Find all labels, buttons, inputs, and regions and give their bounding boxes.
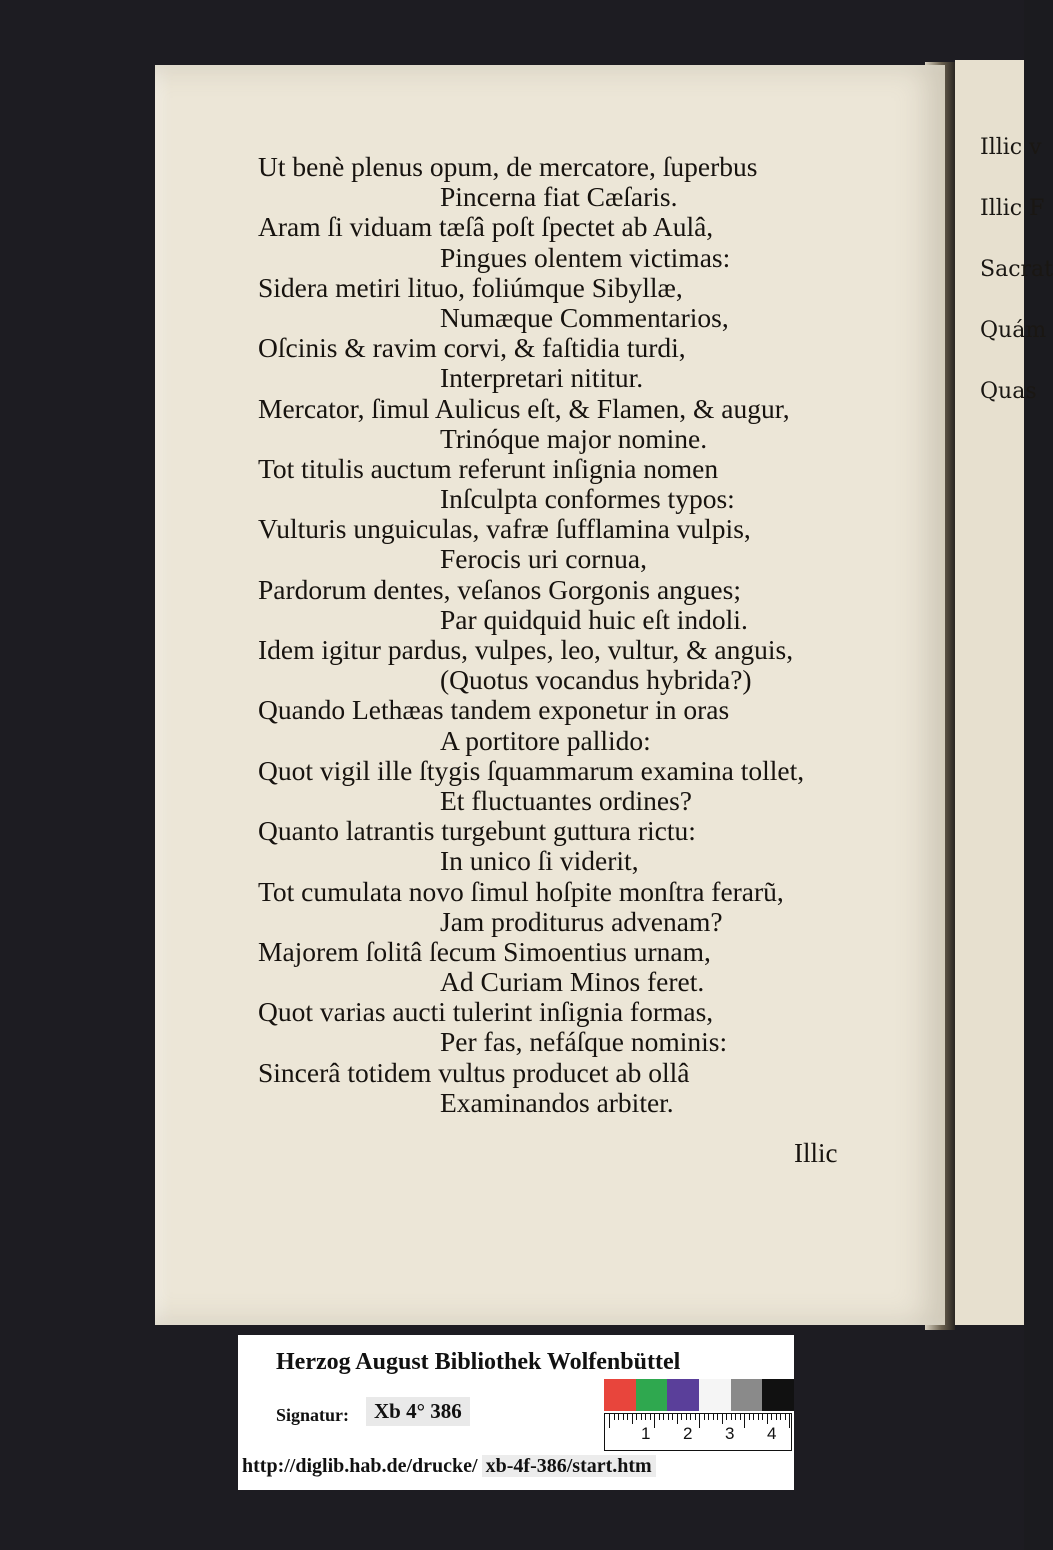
color-patch — [636, 1379, 668, 1411]
verse-line: Et fluctuantes ordines? — [440, 784, 692, 816]
ruler-tick — [735, 1414, 736, 1420]
ruler-tick — [627, 1414, 628, 1420]
ruler-tick — [762, 1414, 763, 1420]
ruler-tick — [636, 1414, 637, 1420]
verse-line: Pingues olentem victimas: — [440, 241, 731, 273]
ruler-tick — [672, 1414, 673, 1420]
ruler-tick — [740, 1414, 741, 1420]
verse-line: Interpretari nititur. — [440, 362, 644, 394]
verse-line: Quando Lethæas tandem exponetur in oras — [258, 694, 730, 726]
ruler-tick — [722, 1414, 723, 1424]
ruler-tick — [677, 1414, 678, 1424]
ruler-tick — [704, 1414, 705, 1420]
verse-line: Majorem ſolitâ ſecum Simoentius urnam, — [258, 935, 711, 967]
facing-page-line: Illic F — [980, 196, 1045, 221]
facing-page-text — [980, 128, 1053, 433]
facing-page-line: Illic v — [980, 135, 1042, 160]
verse-line: Quot vigil ille ſtygis ſquammarum examina tollet, — [258, 754, 805, 786]
verse-line: Mercator, ſimul Aulicus eſt, & Flamen, & augur, — [258, 392, 790, 424]
verse-line: Par quidquid huic eſt indoli. — [440, 603, 748, 635]
verse-line: Ferocis uri cornua, — [440, 543, 647, 575]
verse-line: (Quotus vocandus hybrida?) — [440, 664, 752, 696]
verse-line: Jam proditurus advenam? — [440, 905, 723, 937]
verse-line: Inſculpta conformes typos: — [440, 483, 735, 515]
color-patch — [762, 1379, 794, 1411]
ruler-tick — [654, 1414, 655, 1428]
ruler-tick — [686, 1414, 687, 1420]
ruler-tick — [758, 1414, 759, 1420]
verse-line: Per fas, nefáſque nominis: — [440, 1026, 728, 1058]
library-name: Herzog August Bibliothek Wolfenbüttel — [276, 1349, 681, 1375]
ruler-tick — [708, 1414, 709, 1420]
color-patch — [699, 1379, 731, 1411]
color-patch — [604, 1379, 636, 1411]
ruler-tick — [771, 1414, 772, 1420]
verse-line: A portitore pallido: — [440, 724, 651, 756]
catchword: Illic — [794, 1138, 838, 1168]
ruler-tick — [618, 1414, 619, 1420]
ruler-tick — [785, 1414, 786, 1420]
ruler-number: 4 — [767, 1424, 777, 1443]
verse-line: Vulturis unguiculas, vafræ ſufflamina vulpis, — [258, 513, 751, 545]
ruler-tick — [695, 1414, 696, 1420]
ruler-number: 3 — [725, 1424, 735, 1443]
signature-label: Signatur: — [276, 1405, 350, 1425]
ruler-tick — [681, 1414, 682, 1420]
ruler-tick — [650, 1414, 651, 1420]
ruler-tick — [614, 1414, 615, 1420]
ruler-number: 2 — [683, 1424, 693, 1443]
color-patch — [731, 1379, 763, 1411]
measurement-ruler — [604, 1413, 792, 1451]
ruler-tick — [749, 1414, 750, 1420]
ruler-tick — [609, 1414, 610, 1428]
verse-line: Sidera metiri lituo, foliúmque Sibyllæ, — [258, 271, 683, 303]
ruler-tick — [767, 1414, 768, 1424]
color-patch — [667, 1379, 699, 1411]
verse-line: Tot titulis auctum referunt inſignia nomen — [258, 452, 719, 484]
facing-page-line: Quas — [980, 379, 1037, 404]
ruler-tick — [717, 1414, 718, 1420]
ruler-tick — [668, 1414, 669, 1420]
ruler-tick — [713, 1414, 714, 1420]
ruler-tick — [663, 1414, 664, 1420]
verse-line: Sincerâ totidem vultus producet ab ollâ — [258, 1056, 690, 1088]
verse-line: Idem igitur pardus, vulpes, leo, vultur, & anguis, — [258, 634, 794, 665]
ruler-tick — [645, 1414, 646, 1420]
ruler-tick — [780, 1414, 781, 1420]
ruler-tick — [731, 1414, 732, 1420]
facing-page-line: Sacrat — [980, 257, 1053, 282]
verse-line: Examinandos arbiter. — [440, 1086, 674, 1118]
verse-line: Ad Curiam Minos feret. — [440, 966, 705, 998]
signature-value: Xb 4° 386 — [366, 1397, 470, 1426]
ruler-tick — [726, 1414, 727, 1420]
ruler-tick — [623, 1414, 624, 1420]
color-calibration-bar — [604, 1379, 794, 1411]
library-label-card — [238, 1335, 794, 1490]
ruler-tick — [753, 1414, 754, 1420]
verse-line: Pardorum dentes, veſanos Gorgonis angues; — [258, 573, 741, 605]
permalink-url[interactable] — [242, 1455, 656, 1478]
poem-text — [258, 152, 878, 1118]
verse-line: Oſcinis & ravim corvi, & faſtidia turdi, — [258, 332, 686, 364]
ruler-tick — [641, 1414, 642, 1420]
ruler-number: 1 — [641, 1424, 651, 1443]
verse-line: Quot varias aucti tulerint inſignia formas, — [258, 996, 714, 1028]
facing-page-line: Quám — [980, 318, 1047, 343]
verse-line: Quanto latrantis turgebunt guttura rictu: — [258, 815, 696, 847]
verse-line: Ut benè plenus opum, de mercatore, ſuperbus — [258, 151, 758, 182]
verse-line: In unico ſi viderit, — [440, 845, 639, 877]
ruler-tick — [744, 1414, 745, 1428]
verse-line: Tot cumulata novo ſimul hoſpite monſtra ferarũ, — [258, 875, 784, 907]
ruler-tick — [632, 1414, 633, 1424]
ruler-tick — [699, 1414, 700, 1428]
ruler-tick — [776, 1414, 777, 1420]
ruler-tick — [789, 1414, 790, 1428]
ruler-tick — [659, 1414, 660, 1420]
url-path[interactable]: xb-4f-386/start.htm — [482, 1455, 656, 1477]
ruler-tick — [690, 1414, 691, 1420]
url-base[interactable]: http://diglib.hab.de/drucke/ — [242, 1455, 478, 1477]
verse-line: Pincerna fiat Cæſaris. — [440, 181, 678, 213]
verse-line: Aram ſi viduam tæſâ poſt ſpectet ab Aulâ, — [258, 211, 714, 243]
verse-line: Trinóque major nomine. — [440, 422, 708, 454]
verse-line: Numæque Commentarios, — [440, 301, 729, 333]
